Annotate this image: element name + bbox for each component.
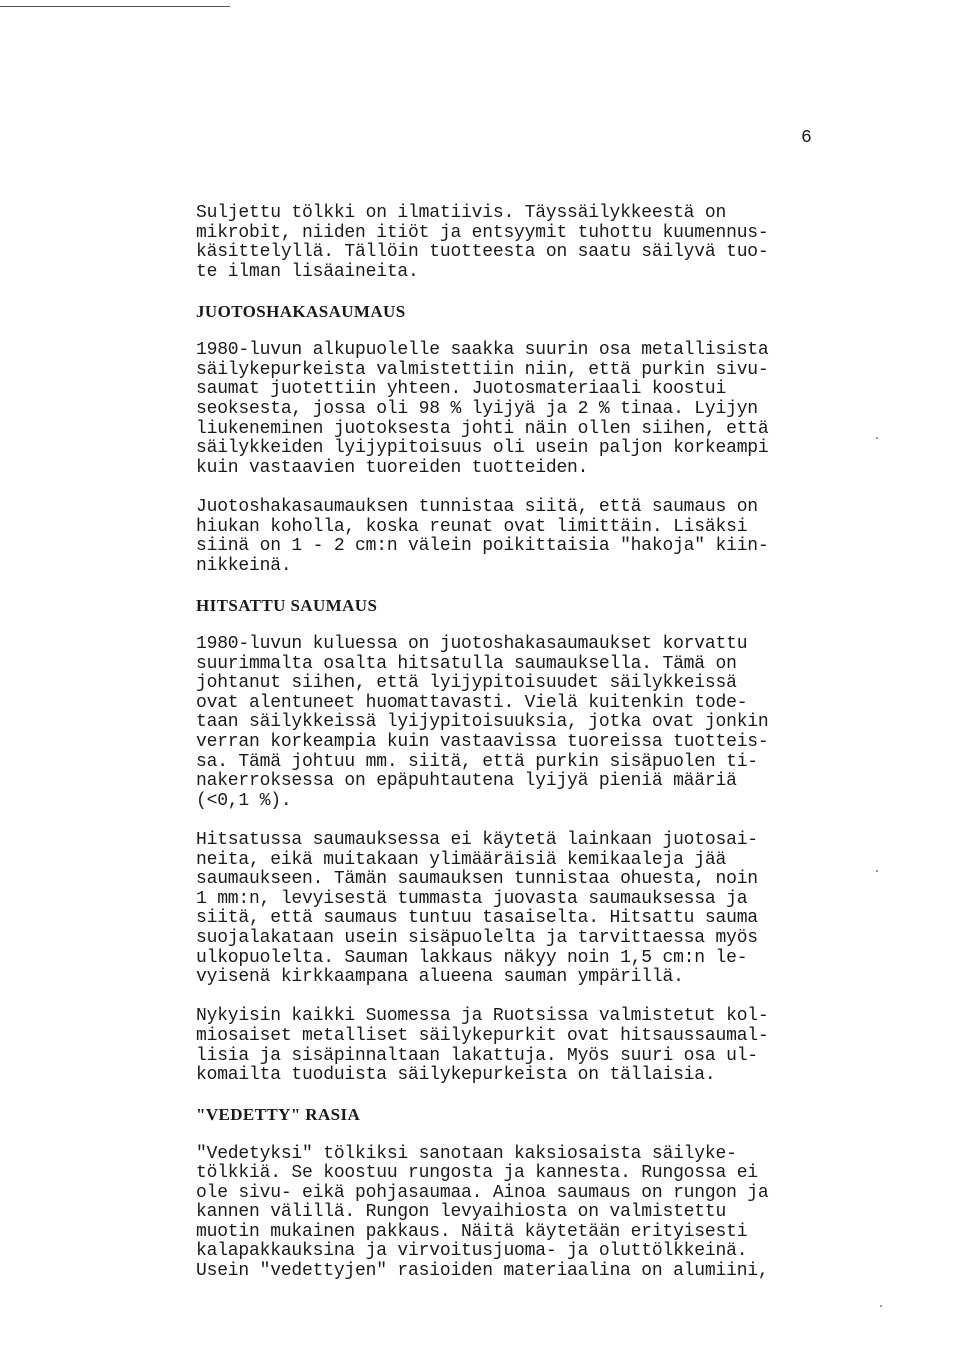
text-line: Nykyisin kaikki Suomessa ja Ruotsissa valmistetut kol- bbox=[196, 1006, 769, 1027]
text-line: siitä, että saumaus tuntuu tasaiselta. Hitsattu sauma bbox=[196, 908, 758, 929]
text-line: 1980-luvun kuluessa on juotoshakasaumaukset korvattu bbox=[196, 634, 748, 655]
text-line: ole sivu- eikä pohjasaumaa. Ainoa saumaus on rungon ja bbox=[196, 1182, 769, 1203]
paragraph-drawn-can bbox=[196, 1145, 846, 1282]
text-line: Usein "vedettyjen" rasioiden materiaalina on alumiini, bbox=[196, 1261, 769, 1282]
text-line: siinä on 1 - 2 cm:n välein poikittaisia "hakoja" kiin- bbox=[196, 536, 769, 557]
text-line: vyisenä kirkkaampana alueena sauman ympärillä. bbox=[196, 967, 684, 988]
text-line: johtanut siihen, että lyijypitoisuudet säilykkeissä bbox=[196, 673, 737, 694]
text-line: kannen välillä. Rungon levyaihiosta on valmistettu bbox=[196, 1202, 727, 1223]
text-line: nakerroksessa on epäpuhtautena lyijyä pieniä määriä bbox=[196, 771, 737, 792]
section-heading-welded-seam: HITSATTU SAUMAUS bbox=[196, 595, 378, 615]
text-line: 1 mm:n, levyisestä tummasta juovasta saumauksessa ja bbox=[196, 888, 748, 909]
paragraph-solder-identification bbox=[196, 498, 846, 576]
paragraph-current-practice bbox=[196, 1007, 846, 1085]
text-line: mikrobit, niiden itiöt ja entsyymit tuhottu kuumennus- bbox=[196, 222, 769, 243]
text-line: verran korkeampia kuin vastaavissa tuoreissa tuotteis- bbox=[196, 732, 769, 753]
text-line: liukeneminen juotoksesta johti näin ollen siihen, että bbox=[196, 418, 769, 439]
scan-speck bbox=[876, 437, 878, 439]
text-line: seoksesta, jossa oli 98 % lyijyä ja 2 % tinaa. Lyijyn bbox=[196, 398, 758, 419]
text-line: Juotoshakasaumauksen tunnistaa siitä, että saumaus on bbox=[196, 496, 758, 517]
page-number: 6 bbox=[801, 128, 812, 148]
scan-top-rule bbox=[0, 6, 230, 7]
text-line: suojalakataan usein sisäpuolelta ja tarvittaessa myös bbox=[196, 927, 758, 948]
text-line: nikkeinä. bbox=[196, 555, 292, 576]
text-line: kalapakkauksina ja virvoitusjuoma- ja oluttölkkeinä. bbox=[196, 1241, 748, 1262]
paragraph-solder-history bbox=[196, 341, 846, 478]
paragraph-welded-history bbox=[196, 635, 846, 811]
text-line: (<0,1 %). bbox=[196, 790, 292, 811]
text-line: säilykepurkeista valmistettiin niin, että purkin sivu- bbox=[196, 359, 769, 380]
text-line: "Vedetyksi" tölkiksi sanotaan kaksiosaista säilyke- bbox=[196, 1143, 737, 1164]
paragraph-welded-identification bbox=[196, 831, 846, 988]
text-line: komailta tuoduista säilykepurkeista on tällaisia. bbox=[196, 1065, 716, 1086]
text-line: 1980-luvun alkupuolelle saakka suurin osa metallisista bbox=[196, 340, 769, 361]
text-line: tölkkiä. Se koostuu rungosta ja kannesta. Rungossa ei bbox=[196, 1163, 758, 1184]
text-line: Hitsatussa saumauksessa ei käytetä lainkaan juotosai- bbox=[196, 830, 758, 850]
text-line: taan säilykkeissä lyijypitoisuuksia, jotka ovat jonkin bbox=[196, 712, 769, 733]
text-line: saumaukseen. Tämän saumauksen tunnistaa ohuesta, noin bbox=[196, 869, 758, 890]
text-line: saumat juotettiin yhteen. Juotosmateriaali koostui bbox=[196, 379, 727, 400]
text-line: neita, eikä muitakaan ylimääräisiä kemikaaleja jää bbox=[196, 849, 727, 870]
text-line: te ilman lisäaineita. bbox=[196, 261, 419, 282]
text-line: ulkopuolelta. Sauman lakkaus näkyy noin 1,5 cm:n le- bbox=[196, 947, 748, 968]
text-line: Suljettu tölkki on ilmatiivis. Täyssäilykkeestä on bbox=[196, 203, 727, 223]
section-heading-drawn-can: "VEDETTY" RASIA bbox=[196, 1105, 361, 1125]
section-heading-solder-seam: JUOTOSHAKASAUMAUS bbox=[196, 301, 406, 321]
text-line: lisia ja sisäpinnaltaan lakattuja. Myös suuri osa ul- bbox=[196, 1045, 758, 1066]
text-line: säilykkeiden lyijypitoisuus oli usein paljon korkeampi bbox=[196, 438, 769, 459]
text-line: ovat alentuneet huomattavasti. Vielä kuitenkin tode- bbox=[196, 692, 748, 713]
text-line: suurimmalta osalta hitsatulla saumauksella. Tämä on bbox=[196, 653, 737, 674]
text-line: sa. Tämä johtuu mm. siitä, että purkin sisäpuolen ti- bbox=[196, 751, 758, 772]
text-line: muotin mukainen pakkaus. Näitä käytetään erityisesti bbox=[196, 1221, 748, 1242]
document-body bbox=[196, 204, 846, 1301]
text-line: käsittelyllä. Tällöin tuotteesta on saatu säilyvä tuo- bbox=[196, 242, 769, 263]
text-line: kuin vastaavien tuoreiden tuotteiden. bbox=[196, 457, 589, 478]
scan-speck bbox=[880, 1305, 882, 1307]
scan-speck bbox=[876, 870, 878, 872]
text-line: miosaiset metalliset säilykepurkit ovat hitsaussaumal- bbox=[196, 1025, 769, 1046]
paragraph-sealed-can bbox=[196, 204, 846, 282]
text-line: hiukan koholla, koska reunat ovat limittäin. Lisäksi bbox=[196, 516, 748, 537]
